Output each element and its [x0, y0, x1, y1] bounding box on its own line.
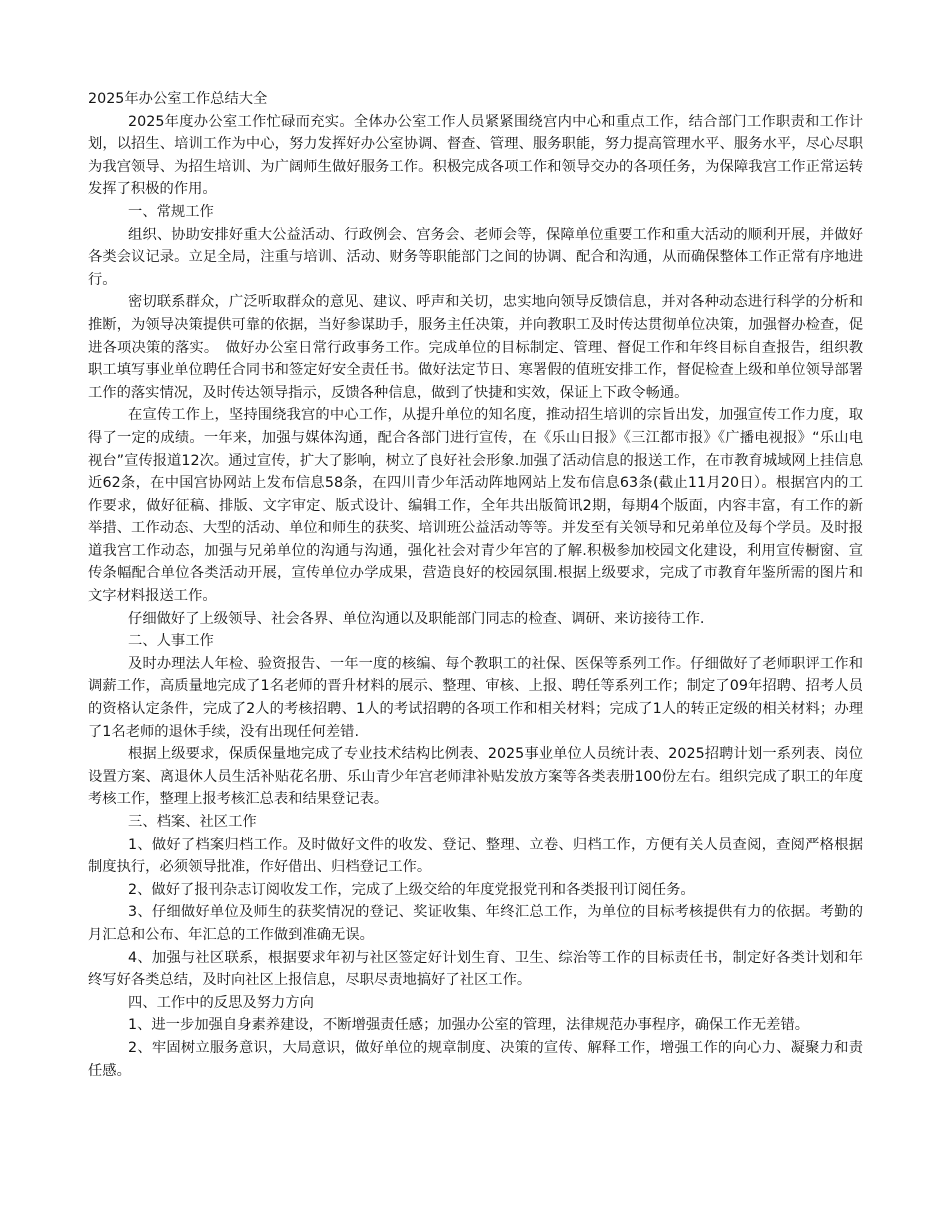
- document-title: 2025年办公室工作总结大全: [88, 91, 268, 107]
- body-paragraph: 3、仔细做好单位及师生的获奖情况的登记、奖证收集、年终汇总工作，为单位的目标考核提供有力的依据。考勤的月汇总和公布、年汇总的工作做到准确无误。: [88, 904, 863, 943]
- body-paragraph: 仔细做好了上级领导、社会各界、单位沟通以及职能部门同志的检查、调研、来访接待工作.: [128, 610, 705, 627]
- body-paragraph: 在宣传工作上，坚持围绕我宫的中心工作，从提升单位的知名度，推动招生培训的宗旨出发，加强宣传工作力度，取得了一定的成绩。一年来，加强与媒体沟通，配合各部门进行宣传，在《乐山日报》《三江都市报》《广播电视报》“乐山电视台”宣传报道12次。通过宣传，扩大了影响，树立了良好社会形象.加强了活动信息的报送工作，在市教育城域网上挂信息近62条，在中国宫协网站上发布信息58条，在四川青少年活动阵地网站上发布信息63条(截止11月20日）。根据宫内的工作要求，做好征稿、排版、文字审定、版式设计、编辑工作，全年共出版简讯2期，每期4个版面，内容丰富，有工作的新举措、工作动态、大型的活动、单位和师生的获奖、培训班公益活动等等。并发至有关领导和兄弟单位及每个学员。及时报道我宫工作动态，加强与兄弟单位的沟通与沟通，强化社会对青少年宫的了解.积极参加校园文化建设，利用宣传橱窗、宣传条幅配合单位各类活动开展，宣传单位办学成果，营造良好的校园氛围.根据上级要求，完成了市教育年鉴所需的图片和文字材料报送工作。: [88, 407, 863, 605]
- document-body: [88, 88, 863, 1082]
- body-paragraph: 密切联系群众，广泛听取群众的意见、建议、呼声和关切，忠实地向领导反馈信息，并对各种动态进行科学的分析和推断，为领导决策提供可靠的依据，当好参谋助手，服务主任决策，并向教职工及时传达贯彻单位决策，加强督办检查，促进各项决策的落实。 做好办公室日常行政事务工作。完成单位的目标制定、管理、督促工作和年终目标自查报告，组织教职工填写事业单位聘任合同书和签定好安全责任书。做好法定节日、寒署假的值班安排工作，督促检查上级和单位领导部署工作的落实情况，及时传达领导指示，反馈各种信息，做到了快捷和实效，保证上下政令畅通。: [88, 294, 863, 401]
- section-heading: 二、人事工作: [128, 633, 214, 650]
- body-paragraph: 根据上级要求，保质保量地完成了专业技术结构比例表、2025事业单位人员统计表、2025招聘计划一系列表、岗位设置方案、离退休人员生活补贴花名册、乐山青少年宫老师津补贴发放方案等各类表册100份左右。组织完成了职工的年度考核工作，整理上报考核汇总表和结果登记表。: [88, 746, 863, 808]
- body-paragraph: 组织、协助安排好重大公益活动、行政例会、宫务会、老师会等，保障单位重要工作和重大活动的顺利开展，并做好各类会议记录。立足全局，注重与培训、活动、财务等职能部门之间的协调、配合和沟通，从而确保整体工作正常有序地进行。: [88, 226, 863, 288]
- body-paragraph: 及时办理法人年检、验资报告、一年一度的核编、每个教职工的社保、医保等系列工作。仔细做好了老师职评工作和调薪工作，高质量地完成了1名老师的晋升材料的展示、整理、审核、上报、聘任等系列工作；制定了09年招聘、招考人员的资格认定条件，完成了2人的考核招聘、1人的考试招聘的各项工作和相关材料；完成了1人的转正定级的相关材料；办理了1名老师的退休手续，没有出现任何差错.: [88, 655, 863, 740]
- body-paragraph: 1、进一步加强自身素养建设，不断增强责任感；加强办公室的管理，法律规范办事程序，确保工作无差错。: [128, 1017, 810, 1034]
- section-heading: 三、档案、社区工作: [128, 814, 257, 830]
- document-paragraphs: [88, 111, 863, 1083]
- section-heading: 四、工作中的反思及努力方向: [128, 994, 314, 1011]
- body-paragraph: 2、牢固树立服务意识，大局意识，做好单位的规章制度、决策的宣传、解释工作，增强工作的向心力、凝聚力和责任感。: [88, 1039, 863, 1079]
- section-heading: 一、常规工作: [128, 203, 214, 220]
- body-paragraph: 2、做好了报刊杂志订阅收发工作，完成了上级交给的年度党报党刊和各类报刊订阅任务。: [128, 881, 695, 898]
- body-paragraph: 4、加强与社区联系，根据要求年初与社区签定好计划生育、卫生、综治等工作的目标责任书，制定好各类计划和年终写好各类总结，及时向社区上报信息，尽职尽责地搞好了社区工作。: [88, 949, 863, 989]
- body-paragraph: 2025年度办公室工作忙碌而充实。全体办公室工作人员紧紧围绕宫内中心和重点工作，结合部门工作职责和工作计划，以招生、培训工作为中心，努力发挥好办公室协调、督查、管理、服务职能，努力提高管理水平、服务水平，尽心尽职为我宫领导、为招生培训、为广阔师生做好服务工作。积极完成各项工作和领导交办的各项任务，为保障我宫工作正常运转发挥了积极的作用。: [88, 113, 863, 198]
- body-paragraph: 1、做好了档案归档工作。及时做好文件的收发、登记、整理、立卷、归档工作，方便有关人员查阅，查阅严格根据制度执行，必须领导批准，作好借出、归档登记工作。: [88, 836, 863, 876]
